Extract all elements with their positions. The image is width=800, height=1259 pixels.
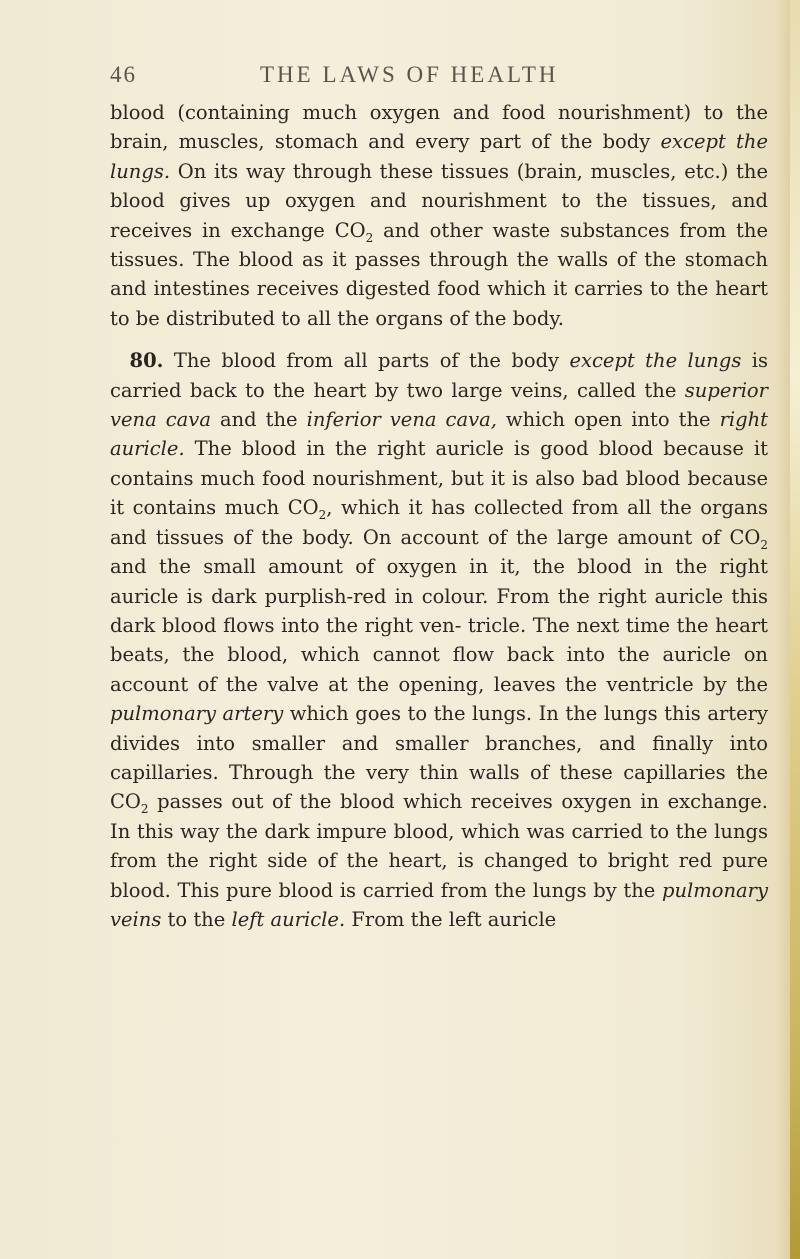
text-run: which open into the [496,408,720,432]
text-run: and the small amount of oxygen in it, the blood in the right auricle is dark purplish-red in colour. From the right auricle this dark blood flows into the right ven- tricle. The next time the heart beats, the blood, which cannot flow back into the auricle on account of the valve at the opening, leaves the ventricle by the [110,555,768,696]
text-run: The blood in the right auricle is good blood because it contains much food nourishment, but it is also bad blood because it contains much CO [110,437,768,520]
text-run: , which it has collected from all the organs and tissues of the body. On account of the large amount of CO [110,496,769,549]
text-run: to the [161,907,232,931]
text-run: and other waste substances from the tissues. The blood as it passes through the walls of the stomach and intestines receives digested food which it carries to the heart to be distributed to all the organs of the body. [110,218,768,330]
page-number: 46 [110,62,137,87]
subscript: 2 [365,230,374,245]
subscript: 2 [140,802,149,817]
emphasis-text: pulmonary artery [110,702,284,726]
running-title: THE LAWS OF HEALTH [260,62,559,87]
paragraph-80 [110,346,768,934]
emphasis-text: pulmonary veins [110,878,768,931]
emphasis-text: right auricle. [110,408,769,461]
text-run: which goes to the lungs. In the lungs this artery divides into smaller and smaller branches, and finally into capillaries. Through the very thin walls of these capillaries the CO [110,702,768,814]
page-edge [790,0,800,1259]
subscript: 2 [760,537,768,552]
subscript: 2 [318,508,327,523]
paragraph-number: 80. [129,349,164,373]
text-run: passes out of the blood which receives oxygen in exchange. In this way the dark impure blood, which was carried to the lungs from the right side of the heart, is changed to bright red pure blood. This pure blood is carried from the lungs by the [110,790,768,902]
emphasis-text: left auricle. [231,907,346,931]
emphasis-text: except the lungs. [110,130,768,183]
paragraph-continued [110,98,768,333]
emphasis-text: except the lungs [569,349,742,373]
text-run: The blood from all parts of the body [163,349,570,373]
emphasis-text: superior vena cava [110,378,768,432]
page-header [110,58,768,98]
text-run: blood (containing much oxygen and food nourishment) to the brain, muscles, stomach and every part of the body [110,101,768,154]
text-run: and the [210,408,307,432]
page-content [110,58,768,934]
text-run: On its way through these tissues (brain, muscles, etc.) the blood gives up oxygen and nourishment to the tissues, and receives in exchange CO [110,159,768,242]
text-run: From the left auricle [345,907,557,931]
emphasis-text: inferior vena cava, [306,408,497,432]
text-run: is carried back to the heart by two large veins, called the [110,349,768,402]
